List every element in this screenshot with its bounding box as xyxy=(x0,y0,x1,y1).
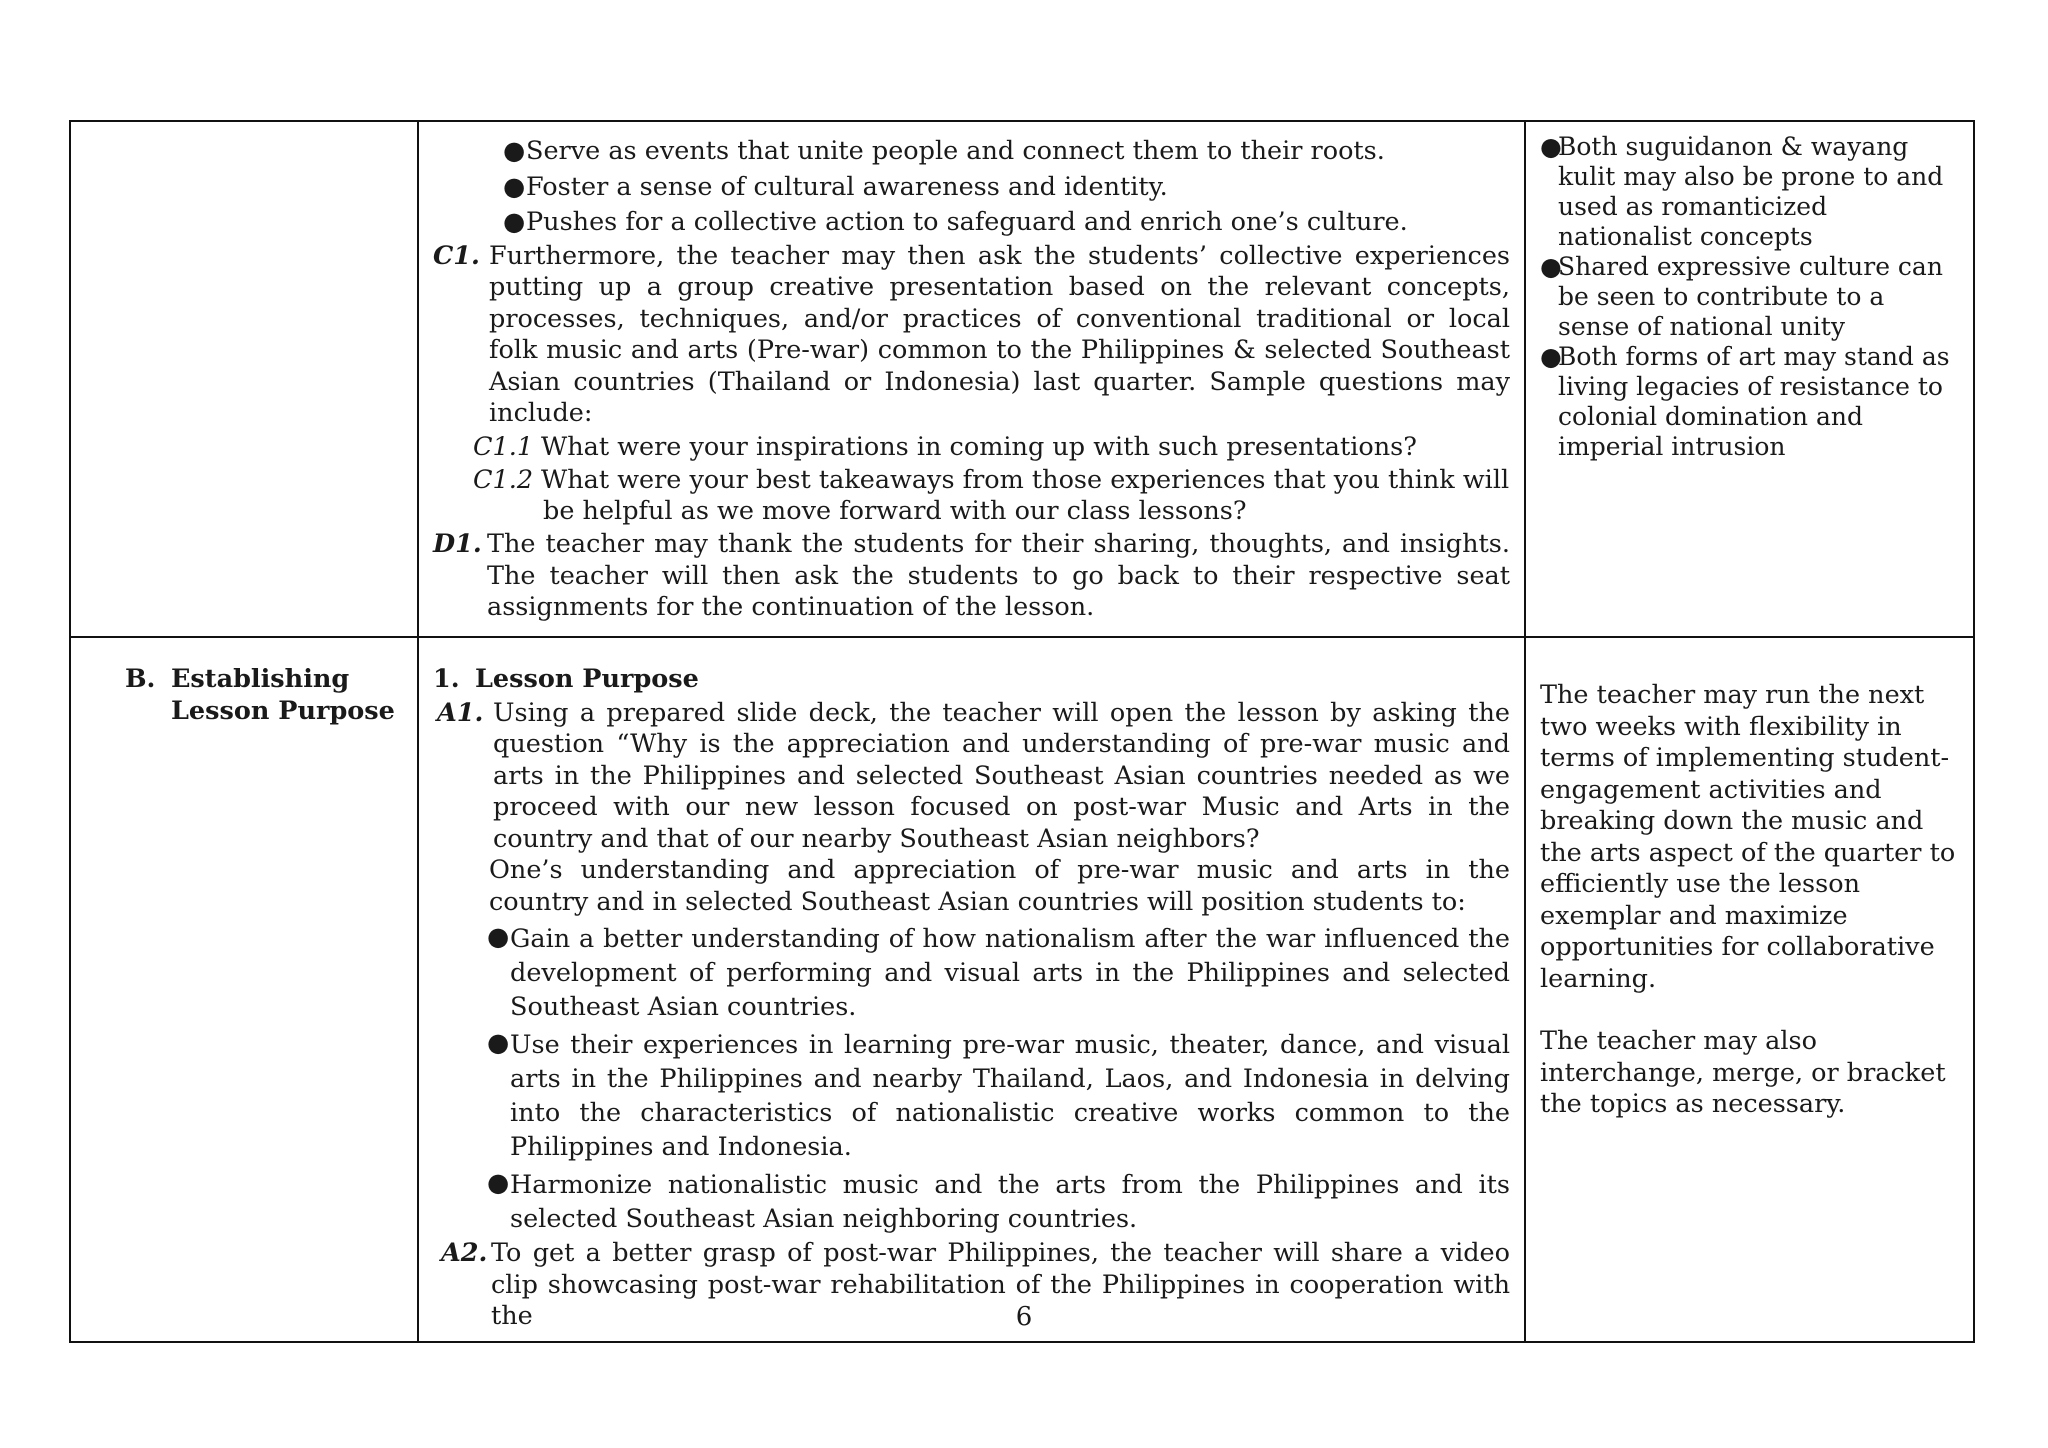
lesson-heading xyxy=(433,664,1510,696)
bullet-icon: ● xyxy=(1540,132,1562,161)
step-paragraph: One’s understanding and appreciation of pre-war music and arts in the country and in selected Southeast Asian countries will position students to: xyxy=(489,855,1510,917)
bullet-icon: ● xyxy=(487,1168,510,1198)
list-item: ● Shared expressive culture can be seen to contribute to a sense of national unity xyxy=(1540,252,1943,341)
list-item: ● Foster a sense of cultural awareness and identity. xyxy=(503,171,1168,202)
list-item: ● Pushes for a collective action to safeguard and enrich one’s culture. xyxy=(503,207,1408,237)
list-item: ● Use their experiences in learning pre-war music, theater, dance, and visual arts in the Philippines and nearby Thailand, Laos, and Indonesia in delving into the characteristics of nationalistic creative works common to the Philippines and Indonesia. xyxy=(487,1028,1510,1162)
sub-question-continuation: be helpful as we move forward with our class lessons? xyxy=(543,495,1247,526)
procedure-cell xyxy=(418,637,1525,1342)
table-row xyxy=(70,637,1974,1342)
step-text: To get a better grasp of post-war Philippines, the teacher will share a video clip showcasing post-war rehabilitation of the Philippines in cooperation with the xyxy=(491,1238,1510,1331)
bullet-icon: ● xyxy=(1540,342,1562,371)
step-a1 xyxy=(433,698,1510,856)
sub-question-label: C1.2 xyxy=(473,465,534,495)
lesson-title: Lesson Purpose xyxy=(475,664,699,694)
list-item: ● Serve as events that unite people and connect them to their roots. xyxy=(503,136,1385,166)
page-number: 6 xyxy=(1015,1302,1033,1332)
section-heading xyxy=(85,664,403,727)
step-d1 xyxy=(433,529,1510,624)
step-c1 xyxy=(433,241,1510,430)
section-title: Establishing Lesson Purpose xyxy=(171,664,395,726)
bullet-icon: ● xyxy=(503,207,526,237)
bullet-icon: ● xyxy=(503,171,526,202)
step-text: Furthermore, the teacher may then ask the students’ collective experiences putting up a group creative presentation based on the relevant concepts, processes, techniques, and/or practices of conventional traditional or local folk music and arts (Pre-war) common to the Philippines & selected Southeast Asian countries (Thailand or Indonesia) last quarter. Sample questions may include: xyxy=(489,240,1510,428)
list-item: ● Gain a better understanding of how nationalism after the war influenced the development of performing and visual arts in the Philippines and selected Southeast Asian countries. xyxy=(487,922,1510,1022)
lesson-plan-table xyxy=(69,120,1975,1343)
step-label: D1. xyxy=(433,529,482,559)
sub-question-c1-2 xyxy=(433,465,1510,497)
step-text: Using a prepared slide deck, the teacher will open the lesson by asking the question “Why is the appreciation and understanding of pre-war music and arts in the Philippines and selected Southeast Asian countries needed as we proceed with our new lesson focused on post-war Music and Arts in the country and that of our nearby Southeast Asian neighbors? xyxy=(493,697,1510,854)
note-paragraph: The teacher may run the next two weeks with flexibility in terms of implementing student-engagement activities and breaking down the music and the arts aspect of the quarter to efficiently use the lesson exemplar and maximize opportunities for collaborative learning. xyxy=(1540,680,1956,994)
lesson-number: 1. xyxy=(433,664,460,694)
list-item: ● Both forms of art may stand as living legacies of resistance to colonial domination and imperial intrusion xyxy=(1540,342,1950,461)
bullet-icon: ● xyxy=(1540,252,1562,281)
step-label: A1. xyxy=(437,697,484,728)
step-text: The teacher may thank the students for their sharing, thoughts, and insights. The teacher will then ask the students to go back to their respective seat assignments for the continuation of the lesson. xyxy=(487,529,1510,622)
bullet-icon: ● xyxy=(487,1028,510,1058)
notes-cell xyxy=(1525,121,1974,637)
procedure-cell xyxy=(418,121,1525,637)
sub-question-c1-1 xyxy=(433,432,1510,464)
sub-question-text: What were your best takeaways from those experiences that you think will xyxy=(541,465,1510,495)
sub-question-text: What were your inspirations in coming up with such presentations? xyxy=(541,431,1417,462)
note-paragraph: The teacher may also interchange, merge, or bracket the topics as necessary. xyxy=(1540,1026,1946,1119)
sub-question-label: C1.1 xyxy=(473,431,534,462)
table-row xyxy=(70,121,1974,637)
list-item: ● Harmonize nationalistic music and the arts from the Philippines and its selected Southeast Asian neighboring countries. xyxy=(487,1168,1510,1234)
notes-cell xyxy=(1525,637,1974,1342)
bullet-icon: ● xyxy=(487,922,510,952)
section-cell xyxy=(70,637,418,1342)
list-item: ● Both suguidanon & wayang kulit may also be prone to and used as romanticized nationalist concepts xyxy=(1540,132,1944,251)
section-letter: B. xyxy=(125,664,156,694)
section-cell-empty xyxy=(70,121,418,637)
bullet-icon: ● xyxy=(503,136,526,166)
step-label: A2. xyxy=(441,1238,488,1268)
step-label: C1. xyxy=(433,240,480,271)
